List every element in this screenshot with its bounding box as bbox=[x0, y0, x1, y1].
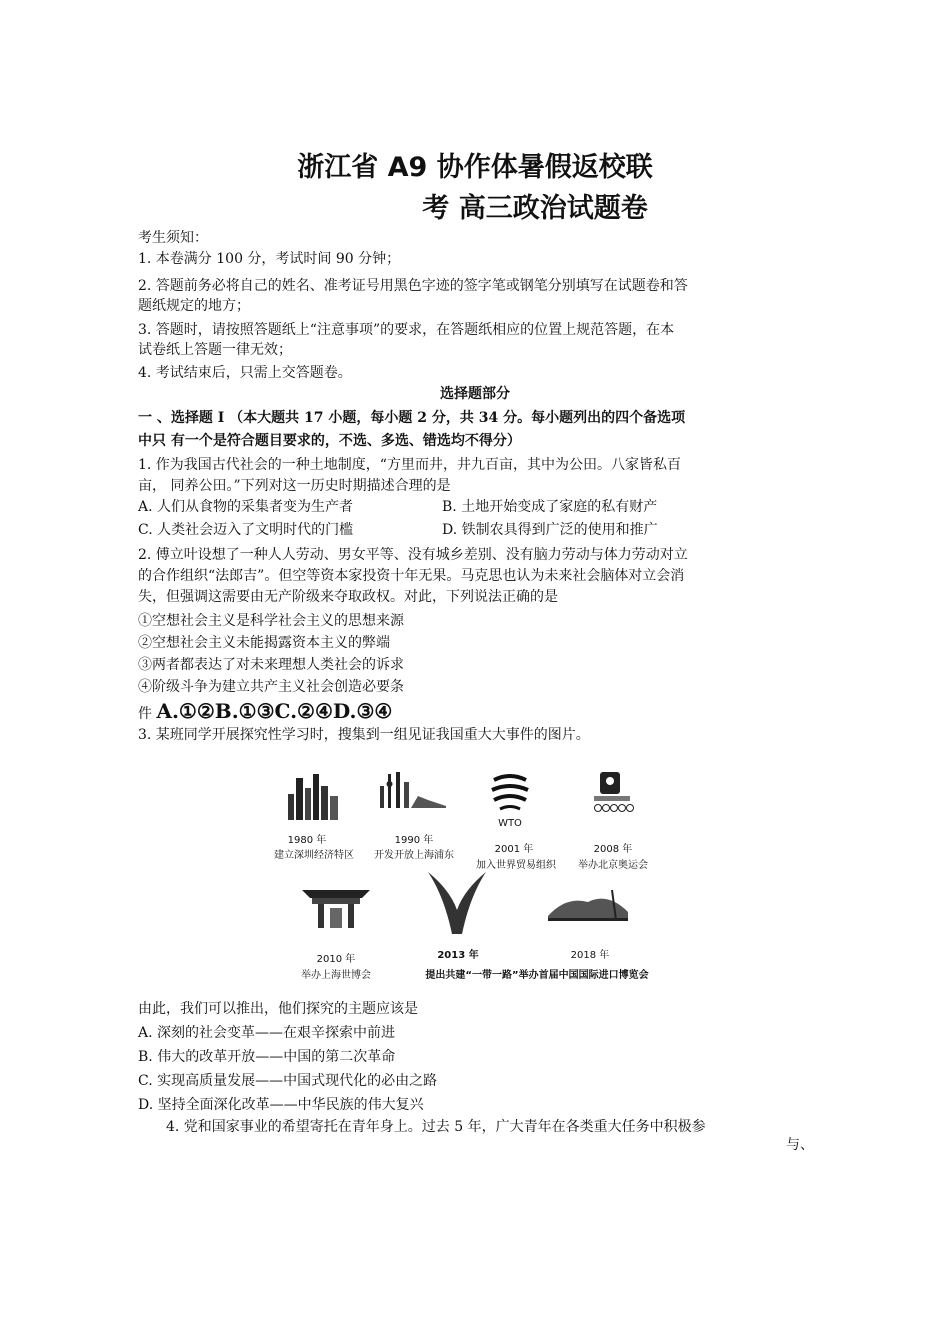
q2-options: A.①②B.①③C.②④D.③④ bbox=[156, 699, 393, 723]
year-2001: 2001 年 bbox=[494, 844, 534, 855]
q2-stem: 失，但强调这需要由无产阶级来夺取政权。对此，下列说法正确的是 bbox=[138, 589, 558, 605]
q1-option-a: A. 人们从食物的采集者变为生产者 bbox=[138, 499, 354, 515]
notice-heading: 考生须知： bbox=[138, 230, 208, 246]
q4-stem: 4. 党和国家事业的希望寄托在青年身上。过去 5 年，广大青年在各类重大任务中积极参 bbox=[166, 1119, 706, 1135]
year-1980: 1980 年 bbox=[287, 835, 327, 846]
q2-statement-3: ③两者都表达了对未来理想人类社会的诉求 bbox=[138, 657, 404, 673]
q3-stem: 3. 某班同学开展探究性学习时，搜集到一组见证我国重大大事件的图片。 bbox=[138, 727, 590, 743]
q3-option-a: A. 深刻的社会变革——在艰辛探索中前进 bbox=[138, 1025, 396, 1041]
notice-item: 题纸规定的地方； bbox=[138, 298, 250, 314]
part1-instruction: 中只 有一个是符合题目要求的，不选、多选、错选均不得分） bbox=[138, 433, 521, 449]
q3-option-b: B. 伟大的改革开放——中国的第二次革命 bbox=[138, 1049, 396, 1065]
shenzhen-skyline-image bbox=[284, 768, 344, 822]
notice-item: 1. 本卷满分 100 分，考试时间 90 分钟； bbox=[138, 251, 401, 267]
q3-option-d: D. 坚持全面深化改革——中华民族的伟大复兴 bbox=[138, 1097, 424, 1113]
beijing-olympics-logo-image bbox=[586, 770, 638, 816]
wto-logo-image bbox=[488, 772, 532, 814]
caption-2008: 举办北京奥运会 bbox=[578, 860, 648, 871]
caption-1990: 开发开放上海浦东 bbox=[374, 850, 454, 861]
notice-item: 3. 答题时，请按照答题纸上“注意事项”的要求，在答题纸相应的位置上规范答题，在本 bbox=[138, 322, 675, 338]
q3-followup: 由此，我们可以推出，他们探究的主题应该是 bbox=[138, 1001, 418, 1017]
q1-option-d: D. 铁制农具得到广泛的使用和推广 bbox=[442, 522, 658, 538]
title-line-2: 考 高三政治试题卷 bbox=[422, 193, 648, 224]
q2-statement-4: ④阶级斗争为建立共产主义社会创造必要条 bbox=[138, 679, 404, 695]
q2-statement-4-tail: 件 bbox=[138, 706, 152, 722]
q2-statement-2: ②空想社会主义未能揭露资本主义的弊端 bbox=[138, 635, 390, 651]
caption-2010: 举办上海世博会 bbox=[301, 970, 371, 981]
q2-statement-1: ①空想社会主义是科学社会主义的思想来源 bbox=[138, 613, 404, 629]
year-2010: 2010 年 bbox=[316, 954, 356, 965]
q1-stem: 1. 作为我国古代社会的一种土地制度，“方里而井，井九百亩，其中为公田。八家皆私百 bbox=[138, 457, 681, 473]
caption-2013-2018: 提出共建“一带一路”举办首届中国国际进口博览会 bbox=[425, 970, 649, 981]
title-line-1: 浙江省 A9 协作体暑假返校联 bbox=[297, 152, 653, 183]
q1-option-c: C. 人类社会迈入了文明时代的门槛 bbox=[138, 522, 354, 538]
year-2018: 2018 年 bbox=[570, 950, 610, 961]
part1-instruction: 一 、选择题 I （本大题共 17 小题，每小题 2 分，共 34 分。每小题列出的四个备选项 bbox=[138, 410, 686, 426]
year-1990: 1990 年 bbox=[394, 835, 434, 846]
section-title: 选择题部分 bbox=[440, 386, 510, 402]
q1-option-b: B. 土地开始变成了家庭的私有财产 bbox=[442, 499, 658, 515]
china-pavilion-image bbox=[296, 884, 376, 930]
pudong-skyline-image bbox=[378, 770, 448, 810]
belt-and-road-sculpture-image bbox=[424, 870, 490, 936]
year-2008: 2008 年 bbox=[593, 844, 633, 855]
q3-option-c: C. 实现高质量发展——中国式现代化的必由之路 bbox=[138, 1073, 438, 1089]
caption-1980: 建立深圳经济特区 bbox=[274, 850, 354, 861]
caption-2001: 加入世界贸易组织 bbox=[476, 860, 556, 871]
q4-stem-continued: 与、 bbox=[786, 1137, 814, 1153]
q1-stem: 亩， 同养公田。”下列对这一历史时期描述合理的是 bbox=[138, 478, 451, 494]
q2-stem: 的合作组织“法郎吉”。但空等资本家投资十年无果。马克思也认为未来社会脑体对立会消 bbox=[138, 568, 685, 584]
notice-item: 4. 考试结束后，只需上交答题卷。 bbox=[138, 365, 352, 381]
notice-item: 2. 答题前务必将自己的姓名、准考证号用黑色字迹的签字笔或钢笔分别填写在试题卷和答 bbox=[138, 278, 688, 294]
expo-center-image bbox=[546, 888, 630, 924]
wto-caption: WTO bbox=[498, 818, 522, 829]
notice-item: 试卷纸上答题一律无效； bbox=[138, 342, 292, 358]
year-2013: 2013 年 bbox=[437, 950, 479, 961]
q2-options-row bbox=[138, 699, 392, 726]
q2-stem: 2. 傅立叶设想了一种人人劳动、男女平等、没有城乡差别、没有脑力劳动与体力劳动对立 bbox=[138, 547, 688, 563]
